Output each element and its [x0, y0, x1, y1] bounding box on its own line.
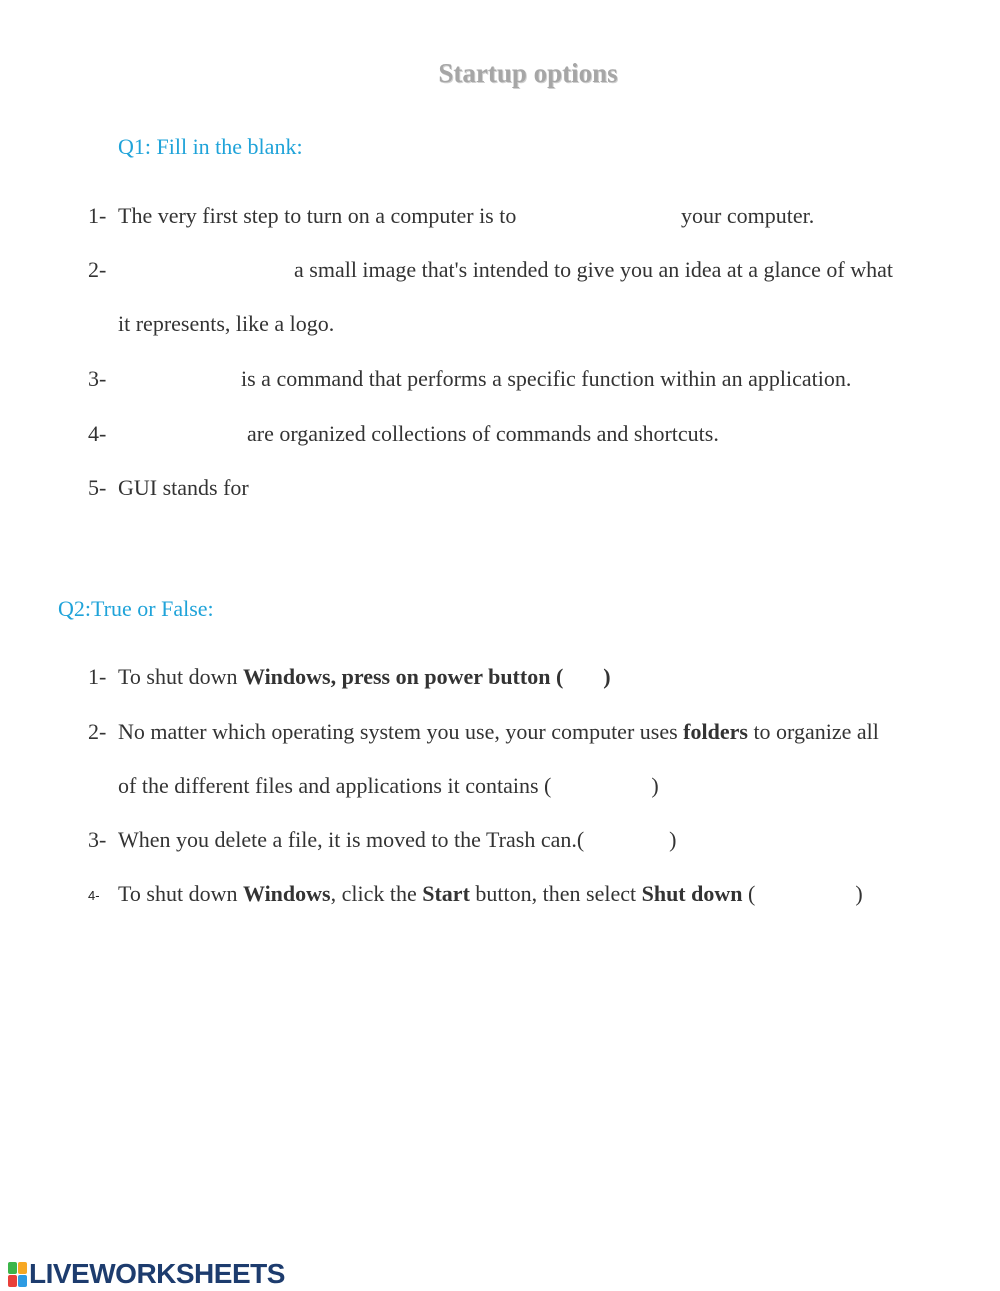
q2-heading: Q2:True or False:: [58, 596, 214, 621]
q2-item-3-number: 3-: [88, 827, 107, 852]
q1-item-1-number: 1-: [88, 203, 107, 228]
q1-item-1-text-after: your computer.: [681, 203, 815, 228]
q1-item-4-number: 4-: [88, 421, 107, 446]
logo-square-2: [18, 1262, 27, 1274]
q1-item-3-text: is a command that performs a specific function within an application.: [241, 366, 852, 391]
logo-square-3: [8, 1275, 17, 1287]
logo-square-1: [8, 1262, 17, 1274]
q2-item-1-number: 1-: [88, 664, 107, 689]
q2-item-3-text: When you delete a file, it is moved to the Trash can.(: [118, 827, 585, 852]
liveworksheets-logo: [8, 1260, 285, 1288]
q2-item-2-text: No matter which operating system you use, your computer uses: [118, 719, 684, 744]
q2-item-4-text-3: button, then select: [469, 881, 642, 906]
q2-item-4-bold-start: Start: [422, 881, 470, 906]
q2-item-3-line: [118, 827, 677, 853]
q1-item-2-number: 2-: [88, 257, 107, 282]
q1-item-5-number: 5-: [88, 475, 107, 500]
q1-item-1-text-before: The very first step to turn on a computer is to: [118, 203, 517, 228]
q1-heading: Q1: Fill in the blank:: [118, 134, 303, 159]
logo-square-4: [18, 1275, 27, 1287]
q2-item-2-close-paren: ): [651, 773, 659, 798]
q2-item-2-line: [118, 719, 879, 745]
page-title: Startup options: [438, 58, 618, 88]
q1-item-5-text: GUI stands for: [118, 475, 249, 500]
q2-item-3-close-paren: ): [669, 827, 677, 852]
q2-item-2-bold-text: folders: [683, 719, 748, 744]
q2-item-4-line: [118, 881, 863, 907]
q1-item-2-continuation: it represents, like a logo.: [118, 311, 335, 336]
q1-item-2-text: a small image that's intended to give you an idea at a glance of what: [294, 257, 893, 282]
q2-item-4-bold-windows: Windows: [242, 881, 331, 906]
q2-item-2-continuation: [118, 773, 659, 799]
q2-item-4-close-paren: ): [855, 881, 863, 906]
q2-item-1-bold-text: Windows, press on power button (: [242, 664, 564, 689]
q2-item-4-text-2: , click the: [330, 881, 423, 906]
q2-item-4-open-paren: (: [742, 881, 756, 906]
q2-item-1-line: [118, 664, 611, 690]
q2-item-4-bold-shutdown: Shut down: [641, 881, 743, 906]
q2-item-1-text: To shut down: [118, 664, 243, 689]
q2-item-4-number: 4-: [88, 888, 100, 903]
q2-item-2-text-after: to organize all: [747, 719, 879, 744]
liveworksheets-logo-text: LIVEWORKSHEETS: [29, 1258, 285, 1289]
q2-item-4-text: To shut down: [118, 881, 243, 906]
q1-item-2-blank[interactable]: [118, 254, 283, 284]
q1-item-4-text: are organized collections of commands and shortcuts.: [247, 421, 719, 446]
q1-item-4-blank[interactable]: [118, 418, 236, 448]
q1-item-3-number: 3-: [88, 366, 107, 391]
q2-item-2-cont-text: of the different files and applications it contains (: [118, 773, 552, 798]
q1-item-1-blank[interactable]: [555, 200, 670, 230]
q2-item-1-close-paren: ): [603, 664, 611, 689]
q1-item-5-blank[interactable]: [265, 472, 665, 502]
q1-item-3-blank[interactable]: [118, 363, 230, 393]
q2-item-2-number: 2-: [88, 719, 107, 744]
liveworksheets-logo-icon: [8, 1262, 27, 1287]
